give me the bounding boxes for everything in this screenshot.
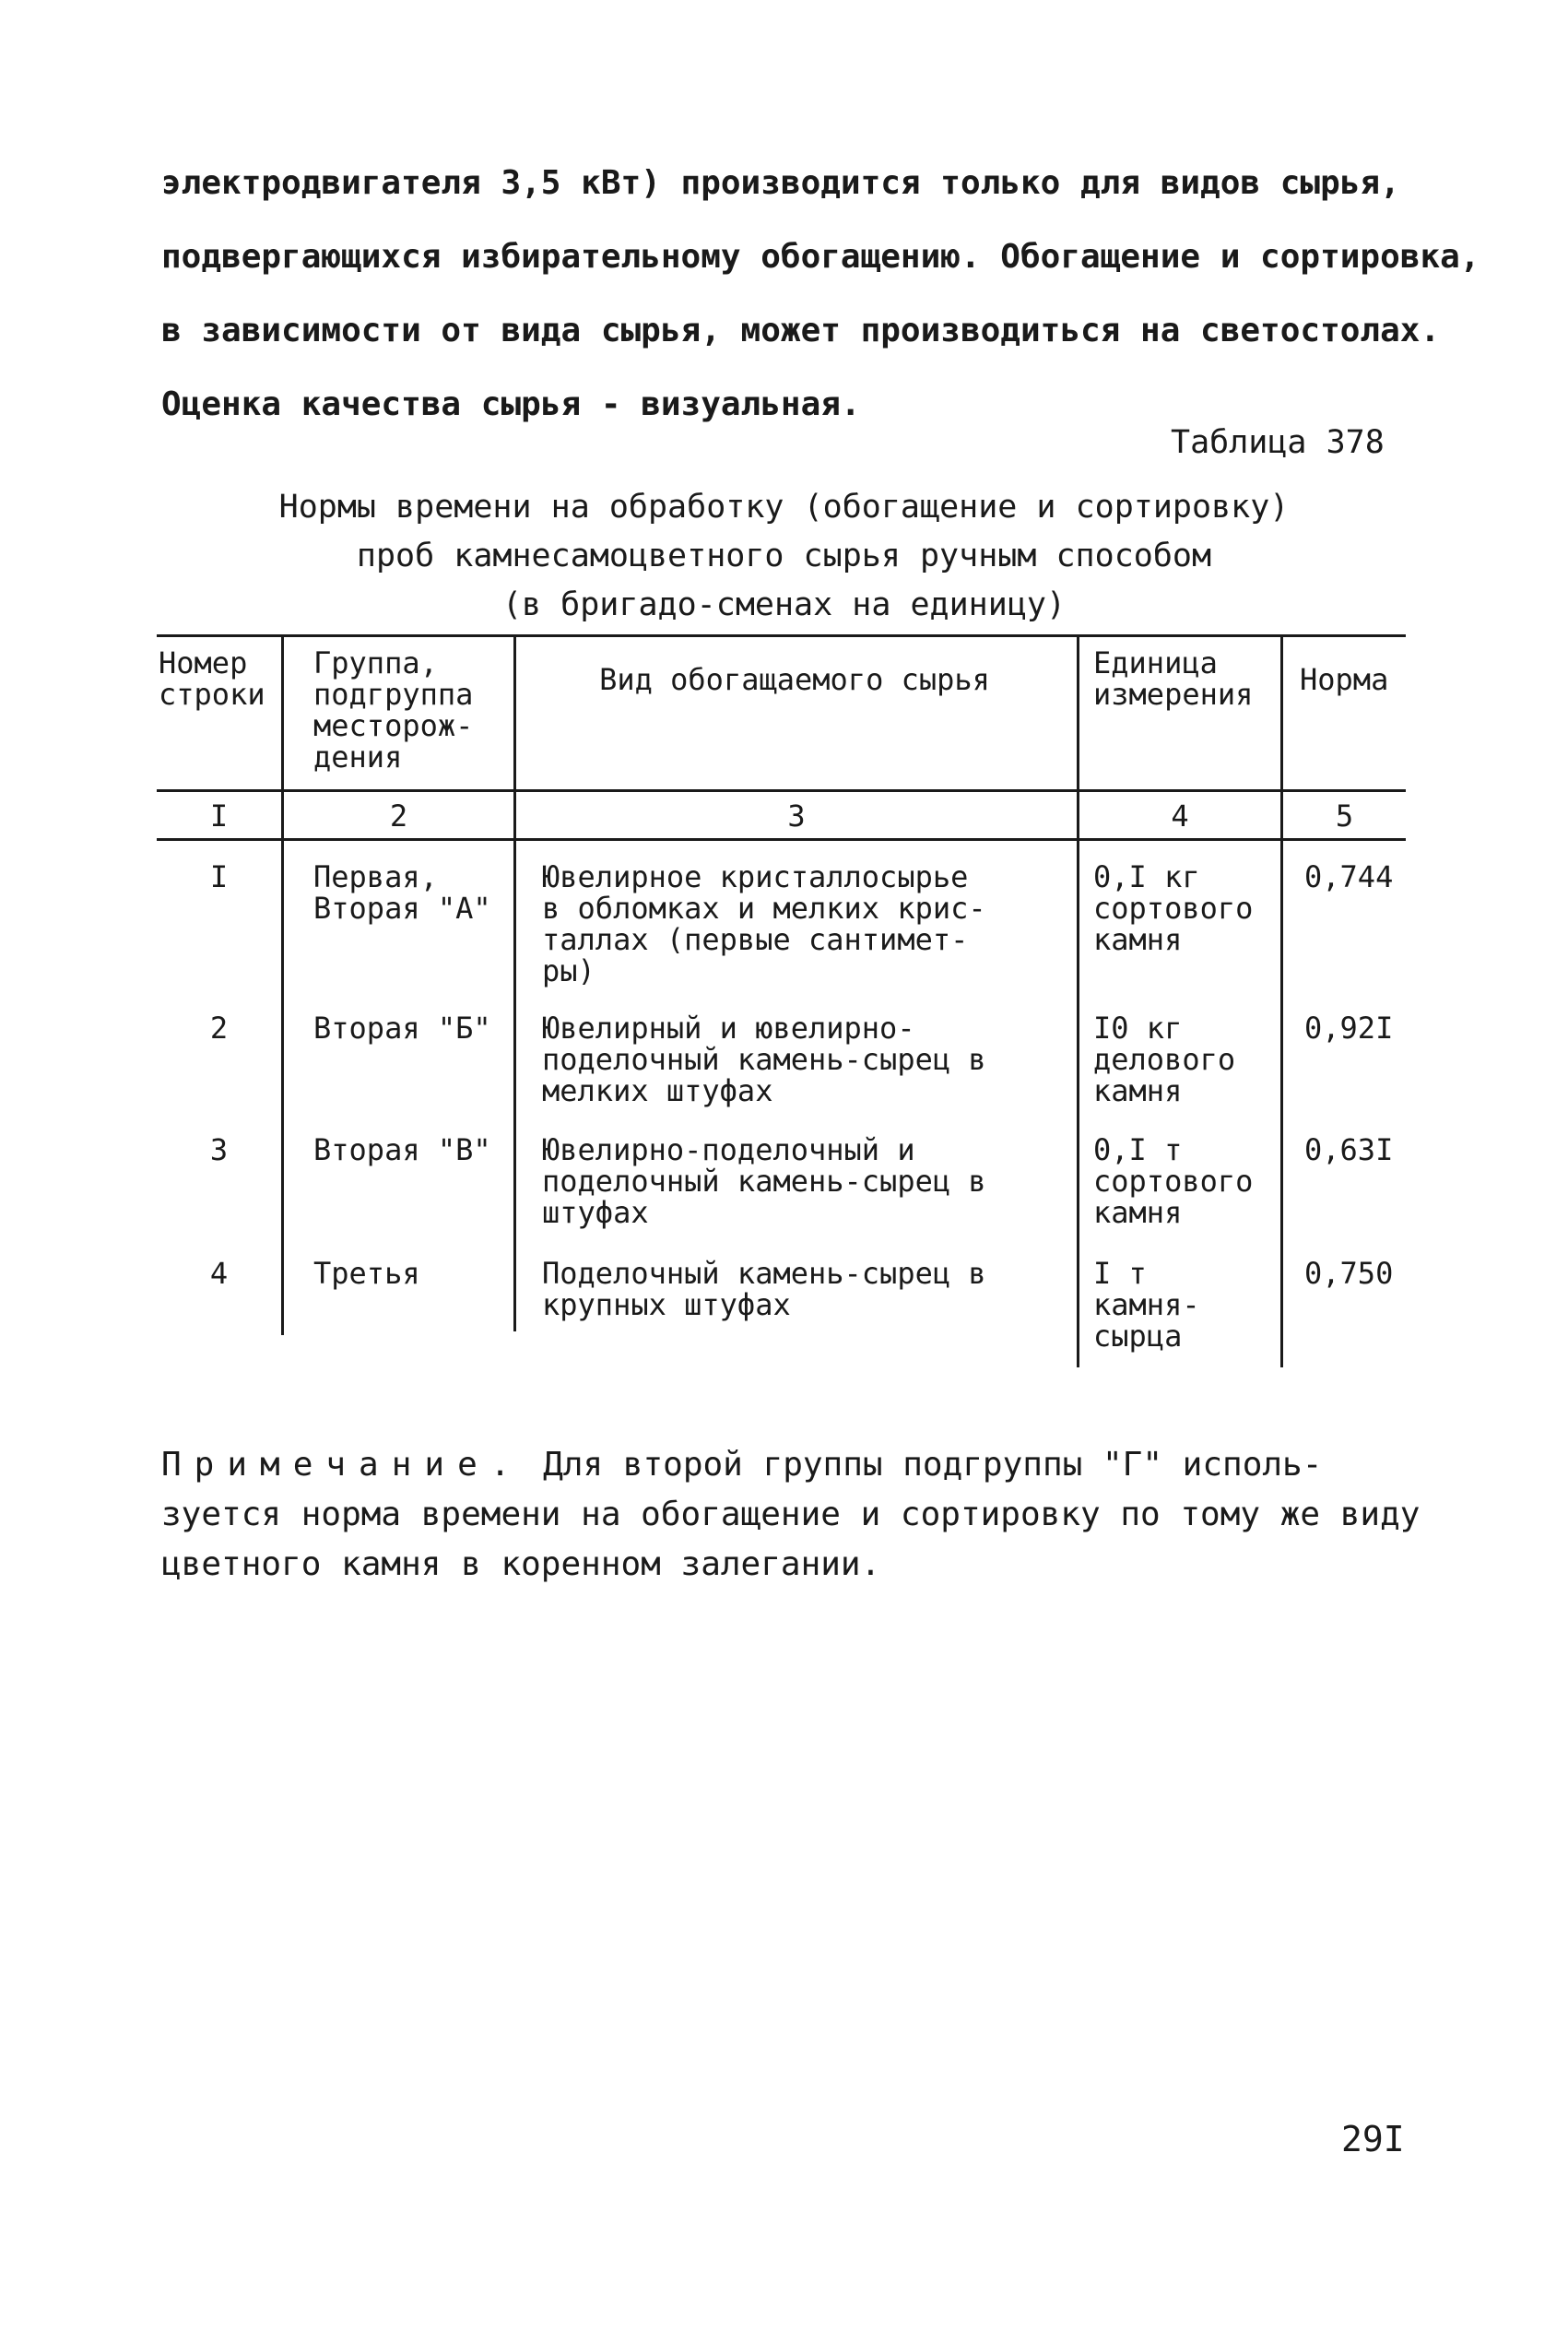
table-vrule-2 xyxy=(513,634,516,1331)
paragraph-line-1: электродвигателя 3,5 кВт) производится только для видов сырья, xyxy=(161,164,1400,202)
table-header-rule xyxy=(157,789,1406,792)
row-3-material: Ювелирно-поделочный и поделочный камень-сырец в штуфах xyxy=(542,1132,986,1230)
colnum-5: 5 xyxy=(1335,798,1354,834)
caption-line-1: Нормы времени на обработку (обогащение и сортировку) xyxy=(278,489,1290,526)
colnum-3: 3 xyxy=(787,798,806,834)
paragraph-line-4: Оценка качества сырья - визуальная. xyxy=(161,385,861,423)
paragraph-line-2: подвергающихся избирательному обогащению. Обогащение и сортировка, xyxy=(161,238,1480,276)
colnum-1: I xyxy=(209,798,229,834)
row-2-number: 2 xyxy=(209,1011,229,1046)
colnum-4: 4 xyxy=(1171,798,1189,834)
caption-line-2: проб камнесамоцветного сырья ручным способом xyxy=(356,538,1212,574)
header-row-number: Номер строки xyxy=(159,645,265,712)
row-3-group: Вторая "В" xyxy=(313,1132,491,1167)
table-top-rule xyxy=(157,634,1406,637)
table-number: Таблица 378 xyxy=(1171,424,1385,461)
caption-line-3: (в бригадо-сменах на единицу) xyxy=(501,586,1067,623)
row-1-group: Первая, Вторая "А" xyxy=(313,859,491,926)
row-4-number: 4 xyxy=(209,1256,229,1291)
note-label: Примечание. xyxy=(161,1446,524,1484)
paragraph-line-3: в зависимости от вида сырья, может производиться на светостолах. xyxy=(161,312,1441,349)
header-group: Группа, подгруппа месторож- дения xyxy=(313,645,474,775)
norms-table xyxy=(157,634,1406,1372)
row-4-group: Третья xyxy=(313,1256,420,1291)
row-3-unit: 0,I т сортового камня xyxy=(1093,1132,1254,1230)
header-material: Вид обогащаемого сырья xyxy=(599,662,990,697)
row-4-material: Поделочный камень-сырец в крупных штуфах xyxy=(542,1256,986,1322)
note-line-2: зуется норма времени на обогащение и сортировку по тому же виду xyxy=(161,1496,1421,1533)
row-1-unit: 0,I кг сортового камня xyxy=(1093,859,1254,957)
note-line-1 xyxy=(161,1446,1322,1484)
row-1-norm: 0,744 xyxy=(1304,859,1394,894)
row-2-material: Ювелирный и ювелирно- поделочный камень-сырец в мелких штуфах xyxy=(542,1011,986,1108)
table-colnum-rule xyxy=(157,838,1406,841)
row-4-unit: I т камня- сырца xyxy=(1093,1256,1200,1354)
row-1-number: I xyxy=(209,859,229,894)
row-3-number: 3 xyxy=(209,1132,229,1167)
header-unit: Единица измерения xyxy=(1093,645,1254,712)
table-vrule-4 xyxy=(1280,634,1283,1367)
row-1-material: Ювелирное кристаллосырье в обломках и мелких крис- таллах (первые сантимет- ры) xyxy=(542,859,986,988)
note-line-3: цветного камня в коренном залегании. xyxy=(161,1545,881,1583)
table-vrule-3 xyxy=(1077,634,1079,1367)
colnum-2: 2 xyxy=(389,798,408,834)
note-line-1-text: Для второй группы подгруппы "Г" исполь- xyxy=(543,1446,1323,1484)
table-vrule-1 xyxy=(281,634,284,1335)
row-2-group: Вторая "Б" xyxy=(313,1011,491,1046)
row-3-norm: 0,63I xyxy=(1304,1132,1394,1167)
row-2-norm: 0,92I xyxy=(1304,1011,1394,1046)
row-2-unit: I0 кг делового камня xyxy=(1093,1011,1236,1108)
header-norm: Норма xyxy=(1300,662,1389,697)
page-number: 29I xyxy=(1341,2119,1405,2159)
row-4-norm: 0,750 xyxy=(1304,1256,1394,1291)
